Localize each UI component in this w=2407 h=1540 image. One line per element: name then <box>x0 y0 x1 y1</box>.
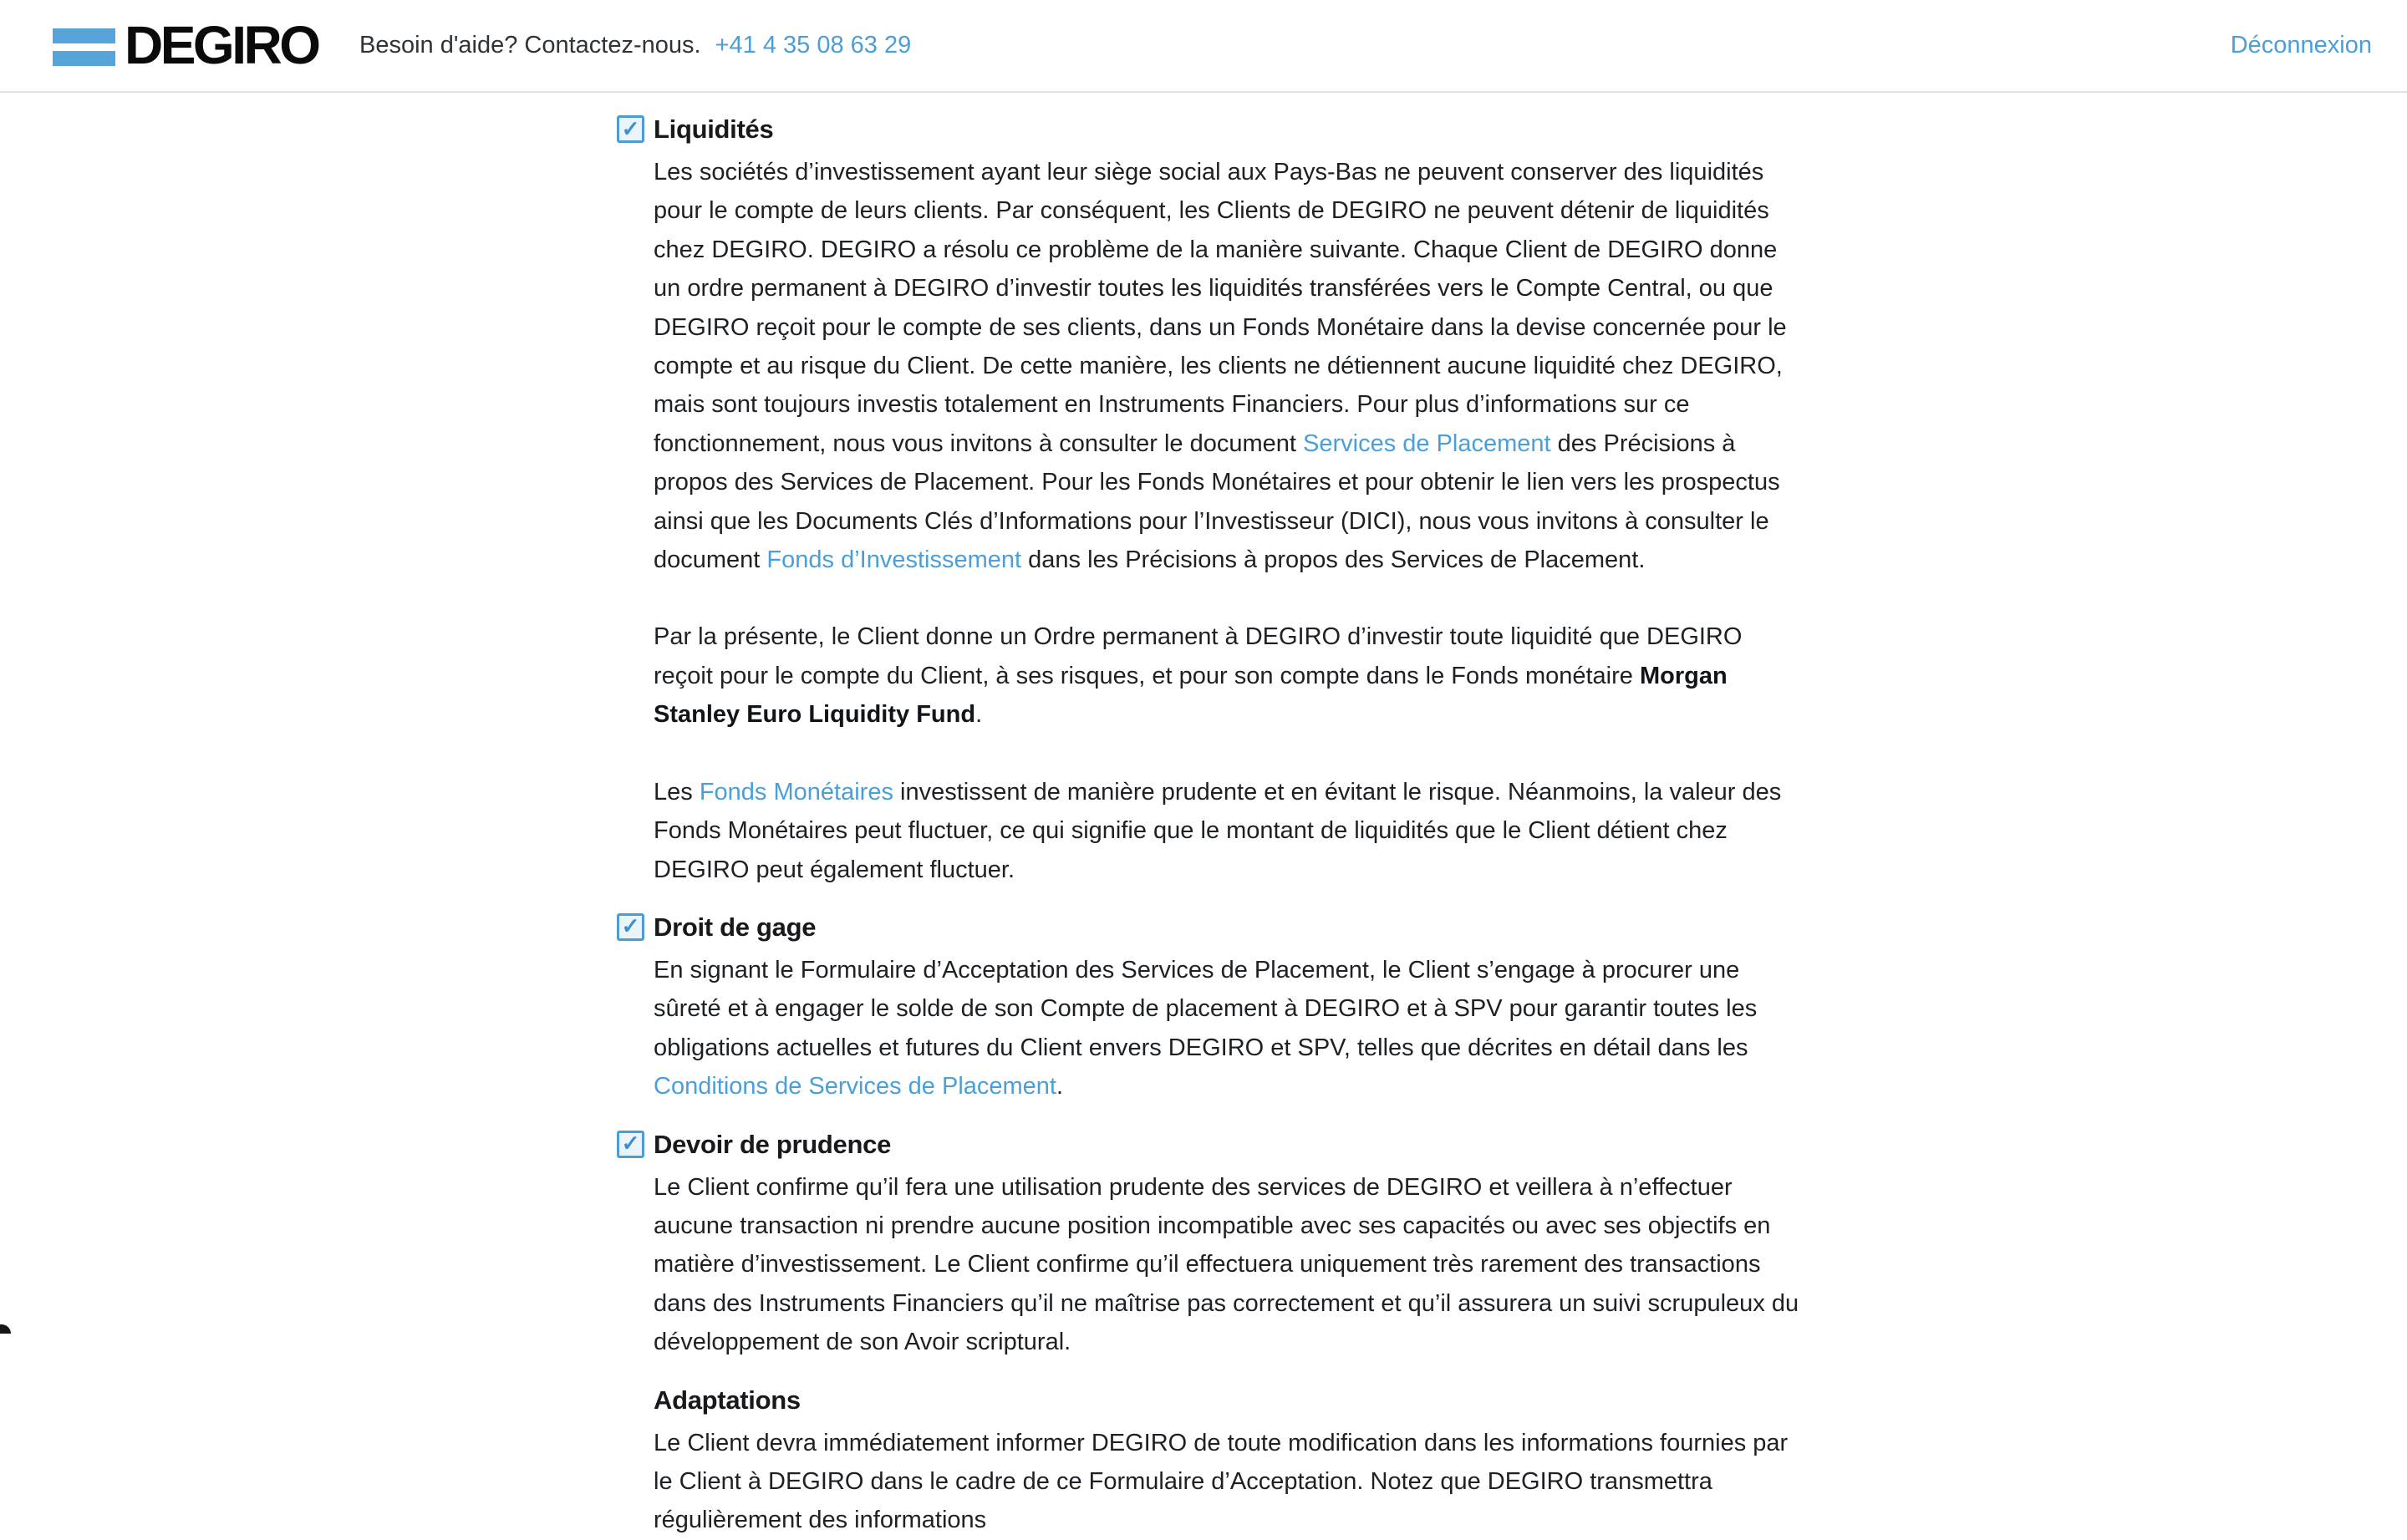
body-text: . <box>1056 1073 1064 1100</box>
section-devoir-de-prudence <box>621 1128 1800 1362</box>
body-text: Le Client confirme qu’il fera une utilisation prudente des services de DEGIRO et veillera à n’effectuer aucune transaction ni prendre aucune position incompatible avec ses capacités ou avec ses objectifs en matière d’investissement. Le Client confirme qu’il effectuera uniquement très rarement des transactions dans des Instruments Financiers qu’il ne maîtrise pas correctement et qu’il assurera un suivi scrupuleux du développement de son Avoir scriptural. <box>654 1173 1799 1356</box>
section-checkbox[interactable] <box>617 115 644 143</box>
paragraph <box>654 1168 1800 1362</box>
phone-link[interactable]: +41 4 35 08 63 29 <box>715 32 912 58</box>
checkmark-icon: ✓ <box>621 115 640 141</box>
section-checkbox[interactable] <box>617 913 644 941</box>
section-heading: Droit de gage <box>654 912 817 942</box>
help-area <box>359 0 911 91</box>
section-checkbox[interactable] <box>617 1131 644 1158</box>
degiro-logo-bars-icon <box>53 25 115 66</box>
section-header <box>621 113 1800 146</box>
body-text: dans les Précisions à propos des Services de Placement. <box>1021 546 1646 574</box>
body-text: Par la présente, le Client donne un Ordre permanent à DEGIRO d’investir toute liquidité que DEGIRO reçoit pour le compte du Client, à ses risques, et pour son compte dans le Fonds monétaire <box>654 623 1743 689</box>
inline-link[interactable]: Conditions de Services de Placement <box>654 1073 1056 1100</box>
paragraph <box>654 773 1800 889</box>
section-heading: Devoir de prudence <box>654 1129 892 1159</box>
logo-bar <box>53 51 115 66</box>
paragraph <box>654 618 1800 734</box>
bold-text: Morgan Stanley Euro Liquidity Fund <box>654 662 1728 729</box>
checkmark-icon: ✓ <box>621 1131 640 1156</box>
acceptance-form-content <box>0 93 2407 1540</box>
section-heading: Liquidités <box>654 114 774 144</box>
checkmark-icon: ✓ <box>621 913 640 939</box>
body-text: investissent de manière prudente et en évitant le risque. Néanmoins, la valeur des Fonds Monétaires peut fluctuer, ce qui signifie que le montant de liquidités que le Client détient chez DEGIRO peut également fluctuer. <box>654 778 1782 883</box>
section-header <box>621 1128 1800 1161</box>
inline-link[interactable]: Fonds d’Investissement <box>766 546 1022 574</box>
paragraph <box>654 1424 1800 1540</box>
help-text: Besoin d'aide? Contactez-nous. <box>359 32 701 58</box>
logout-link[interactable]: Déconnexion <box>2230 32 2372 58</box>
inline-link[interactable]: Services de Placement <box>1303 429 1551 457</box>
paragraph <box>654 951 1800 1106</box>
body-text: des Précisions à propos des Services de Placement. Pour les Fonds Monétaires et pour obtenir le lien vers les prospectus ainsi que les Documents Clés d’Informations pour l’Investisseur (DICI), nous vous invitons à consulter le document <box>654 429 1780 574</box>
section-adaptations <box>654 1384 1800 1540</box>
degiro-wordmark: DEGIRO <box>125 15 318 75</box>
top-bar <box>0 0 2407 93</box>
section-heading: Adaptations <box>654 1385 801 1415</box>
section-header <box>654 1384 1800 1417</box>
section-liquidit-s <box>621 113 1800 889</box>
section-header <box>621 911 1800 944</box>
logo-bar <box>53 28 115 43</box>
body-text: Les <box>654 778 700 806</box>
body-text: Les sociétés d’investissement ayant leur siège social aux Pays-Bas ne peuvent conserver des liquidités pour le compte de leurs clients. Par conséquent, les Clients de DEGIRO ne peuvent détenir de liquidités chez DEGIRO. DEGIRO a résolu ce problème de la manière suivante. Chaque Client de DEGIRO donne un ordre permanent à DEGIRO d’investir toutes les liquidités transférées vers le Compte Central, ou que DEGIRO reçoit pour le compte de ses clients, dans un Fonds Monétaire dans la devise concernée pour le compte et au risque du Client. De cette manière, les clients ne détiennent aucune liquidité chez DEGIRO, mais sont toujours investis totalement en Instruments Financiers. Pour plus d’informations sur ce fonctionnement, nous vous invitons à consulter le document <box>654 159 1787 457</box>
body-text: . <box>975 701 983 729</box>
inline-link[interactable]: Fonds Monétaires <box>699 778 893 806</box>
section-droit-de-gage <box>621 911 1800 1106</box>
paragraph <box>654 153 1800 579</box>
body-text: En signant le Formulaire d’Acceptation des Services de Placement, le Client s’engage à procurer une sûreté et à engager le solde de son Compte de placement à DEGIRO et à SPV pour garantir toutes les obligations actuelles et futures du Client envers DEGIRO et SPV, telles que décrites en détail dans les <box>654 956 1758 1061</box>
body-text: Le Client devra immédiatement informer DEGIRO de toute modification dans les informations fournies par le Client à DEGIRO dans le cadre de ce Formulaire d’Acceptation. Notez que DEGIRO transmettra régulièrement des informations <box>654 1429 1789 1534</box>
degiro-logo[interactable] <box>53 15 318 75</box>
